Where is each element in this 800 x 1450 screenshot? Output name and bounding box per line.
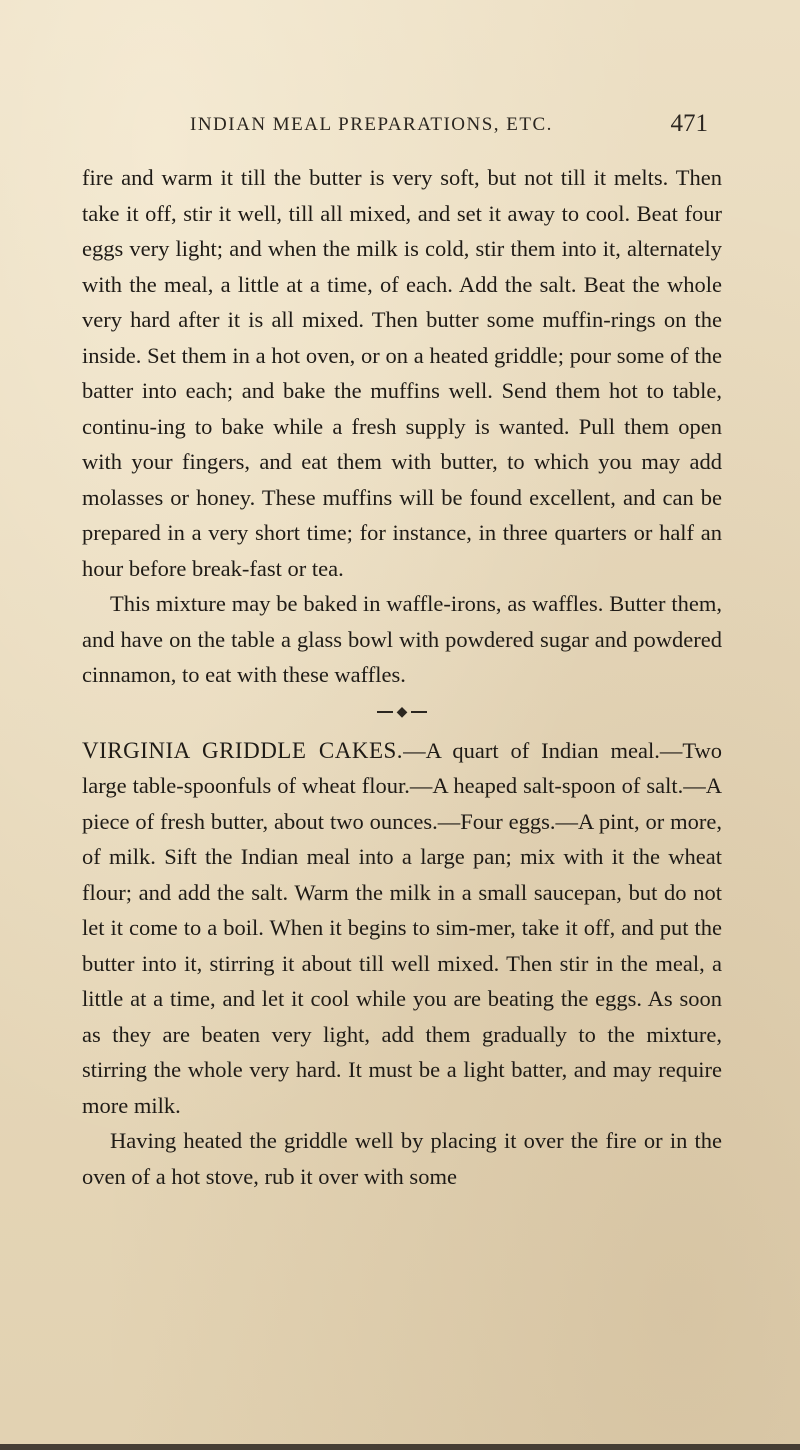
running-head: INDIAN MEAL PREPARATIONS, ETC. <box>190 114 553 135</box>
page-number: 471 <box>670 110 708 137</box>
paragraph-griddle-heating: Having heated the griddle well by placing it over the fire or in the oven of a hot stove, rub it over with some <box>82 1128 722 1189</box>
paragraph-waffles: This mixture may be baked in waffle-irons, as waffles. Butter them, and have on the table a glass bowl with powdered sugar and powdered cinnamon, to eat with these waffles. <box>82 591 722 687</box>
section-divider <box>82 693 722 733</box>
body-text <box>82 160 722 1194</box>
recipe-title: VIRGINIA GRIDDLE CAKES. <box>82 737 404 763</box>
page-header <box>148 108 708 142</box>
bottom-edge <box>0 1444 800 1450</box>
divider-diamond-icon: ◆ <box>396 704 408 720</box>
paragraph-muffins-continued: fire and warm it till the butter is very soft, but not till it melts. Then take it off, stir it well, till all mixed, and set it away to cool. Beat four eggs very light; and when the milk is cold, stir them into it, alternately with the meal, a little at a time, of each. Add the salt. Beat the whole very hard after it is all mixed. Then butter some muffin-rings on the inside. Set them in a hot oven, or on a heated griddle; pour some of the batter into each; and bake the muffins well. Send them hot to table, continu-ing to bake while a fresh supply is wanted. Pull them open with your fingers, and eat them with butter, to which you may add molasses or honey. These muffins will be found excellent, and can be prepared in a very short time; for instance, in three quarters or half an hour before break-fast or tea. <box>82 165 722 581</box>
recipe-text: —A quart of Indian meal.—Two large table-spoonfuls of wheat flour.—A heaped salt-spoon of salt.—A piece of fresh butter, about two ounces.—Four eggs.—A pint, or more, of milk. Sift the Indian meal into a large pan; mix with it the wheat flour; and add the salt. Warm the milk in a small saucepan, but do not let it come to a boil. When it begins to sim-mer, take it off, and put the butter into it, stirring it about till well mixed. Then stir in the meal, a little at a time, and let it cool while you are beating the eggs. As soon as they are beaten very light, add them gradually to the mixture, stirring the whole very hard. It must be a light batter, and may require more milk. <box>82 737 723 1118</box>
divider-line-left <box>377 711 393 713</box>
divider-line-right <box>411 711 427 713</box>
paragraph-virginia-griddle-cakes <box>82 733 722 1124</box>
